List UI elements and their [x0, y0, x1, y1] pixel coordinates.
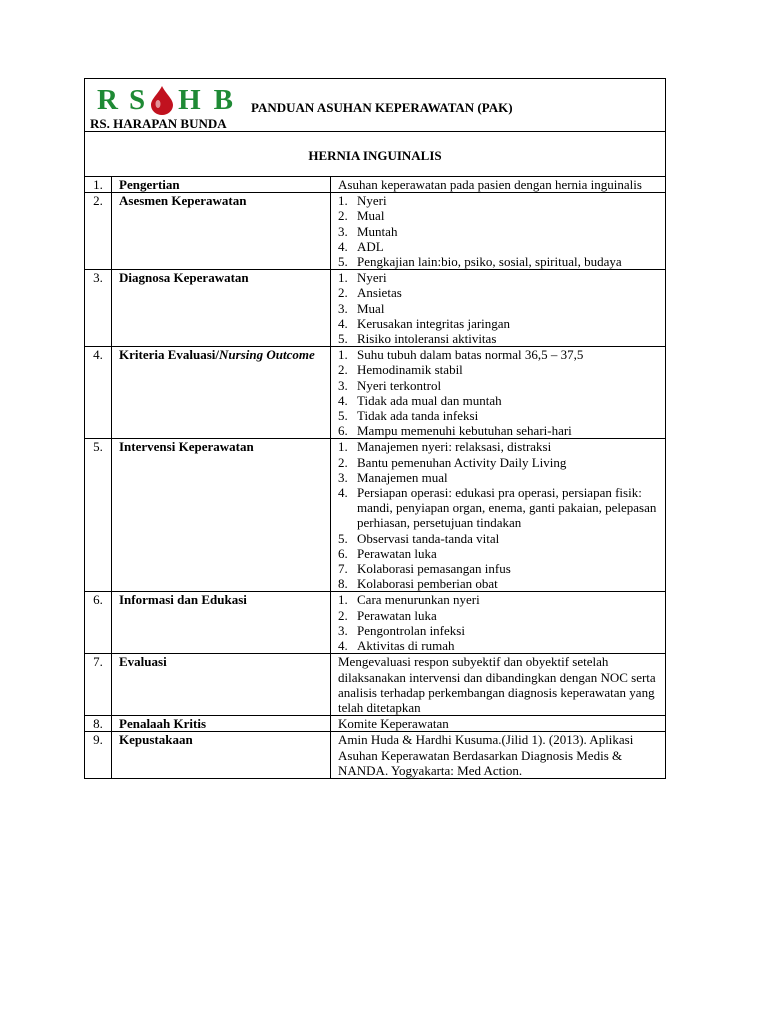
row-label-cell — [112, 716, 331, 732]
list-item — [338, 455, 657, 470]
list-item-number: 4. — [338, 238, 348, 254]
list-item — [338, 531, 657, 546]
list-item — [338, 423, 657, 438]
row-label: Kriteria Evaluasi/ — [119, 347, 220, 363]
list-item-number: 4. — [338, 485, 348, 501]
row-value-cell — [331, 193, 666, 270]
row-number: 9. — [85, 732, 112, 779]
list-item-number: 7. — [338, 561, 348, 577]
list-item — [338, 208, 657, 223]
row-number: 6. — [85, 592, 112, 654]
list-item-text: Perawatan luka — [357, 545, 437, 561]
list-item — [338, 592, 657, 607]
list-item — [338, 576, 657, 591]
row-label-cell — [112, 439, 331, 592]
list-item-number: 4. — [338, 638, 348, 654]
list-item-text: Mual — [357, 208, 385, 224]
row-number: 7. — [85, 654, 112, 716]
list-item-number: 2. — [338, 362, 348, 378]
list-item-text: Nyeri — [357, 270, 387, 286]
row-label: Penalaah Kritis — [119, 716, 207, 732]
title-row — [85, 132, 666, 177]
list-item-text: Tidak ada tanda infeksi — [357, 408, 479, 424]
list-item-number: 3. — [338, 300, 348, 316]
row-value-cell — [331, 439, 666, 592]
list-item-number: 6. — [338, 423, 348, 439]
numbered-list — [338, 193, 657, 269]
table-row — [85, 270, 666, 347]
row-number: 3. — [85, 270, 112, 347]
list-item — [338, 623, 657, 638]
list-item-number: 5. — [338, 331, 348, 347]
row-number: 4. — [85, 347, 112, 439]
list-item-number: 2. — [338, 454, 348, 470]
list-item-text: Muntah — [357, 223, 398, 239]
title-cell — [85, 132, 666, 177]
list-item — [338, 378, 657, 393]
numbered-list — [338, 592, 657, 653]
row-label: Asesmen Keperawatan — [119, 193, 247, 209]
row-value-text: Asuhan keperawatan pada pasien dengan hernia inguinalis — [338, 177, 642, 192]
list-item-number: 8. — [338, 576, 348, 592]
header-cell — [85, 79, 666, 132]
list-item — [338, 408, 657, 423]
logo-letter-b: B — [213, 84, 234, 116]
table-row — [85, 654, 666, 716]
list-item-text: Manajemen mual — [357, 469, 448, 485]
list-item-text: Hemodinamik stabil — [357, 362, 463, 378]
list-item-text: Manajemen nyeri: relaksasi, distraksi — [357, 439, 552, 455]
list-item-text: Mampu memenuhi kebutuhan sehari-hari — [357, 423, 572, 439]
list-item — [338, 347, 657, 362]
list-item-text: Cara menurunkan nyeri — [357, 592, 480, 608]
row-value-cell — [331, 716, 666, 732]
row-value-text: Amin Huda & Hardhi Kusuma.(Jilid 1). (2013). Aplikasi Asuhan Keperawatan Berdasarkan Diagnosis Medis & NANDA. Yogyakarta: Med Action. — [338, 732, 634, 778]
row-number: 8. — [85, 716, 112, 732]
list-item-text: Nyeri terkontrol — [357, 377, 442, 393]
list-item-text: Perawatan luka — [357, 607, 437, 623]
row-number: 2. — [85, 193, 112, 270]
list-item-number: 3. — [338, 622, 348, 638]
list-item-number: 1. — [338, 592, 348, 608]
document — [84, 78, 666, 779]
row-label: Diagnosa Keperawatan — [119, 270, 249, 286]
list-item — [338, 439, 657, 454]
document-title: HERNIA INGUINALIS — [308, 148, 442, 163]
list-item-text: Pengkajian lain:bio, psiko, sosial, spiritual, budaya — [357, 254, 622, 270]
list-item — [338, 470, 657, 485]
row-label: Evaluasi — [119, 654, 167, 670]
list-item-text: Persiapan operasi: edukasi pra operasi, persiapan fisik: mandi, penyiapan organ, enema, ganti pakaian, pelepasan perhiasan, persetujuan tindakan — [357, 485, 657, 531]
row-value-cell — [331, 347, 666, 439]
list-item-number: 5. — [338, 254, 348, 270]
table-row — [85, 347, 666, 439]
list-item — [338, 608, 657, 623]
row-label: Informasi dan Edukasi — [119, 592, 247, 608]
logo-letter-r: R — [97, 84, 119, 116]
list-item — [338, 362, 657, 377]
list-item-number: 1. — [338, 347, 348, 363]
row-label-cell — [112, 347, 331, 439]
list-item — [338, 638, 657, 653]
list-item — [338, 270, 657, 285]
list-item — [338, 316, 657, 331]
row-label: Pengertian — [119, 177, 180, 192]
table-row — [85, 439, 666, 592]
list-item-number: 2. — [338, 607, 348, 623]
row-label-cell — [112, 193, 331, 270]
list-item-text: Aktivitas di rumah — [357, 638, 455, 654]
table-row — [85, 193, 666, 270]
list-item-text: Kerusakan integritas jaringan — [357, 315, 511, 331]
numbered-list — [338, 439, 657, 591]
list-item-text: ADL — [357, 238, 384, 254]
header-row — [85, 79, 666, 132]
list-item-text: Risiko intoleransi aktivitas — [357, 331, 497, 347]
logo-letter-s: S — [128, 84, 147, 116]
list-item-text: Tidak ada mual dan muntah — [357, 392, 502, 408]
row-value-cell — [331, 732, 666, 779]
list-item — [338, 224, 657, 239]
list-item-text: Kolaborasi pemberian obat — [357, 576, 498, 592]
hospital-logo — [97, 85, 234, 115]
list-item-number: 3. — [338, 223, 348, 239]
row-label: Intervensi Keperawatan — [119, 439, 254, 455]
list-item-text: Ansietas — [357, 285, 402, 301]
row-label-cell — [112, 592, 331, 654]
list-item — [338, 393, 657, 408]
list-item-text: Pengontrolan infeksi — [357, 622, 465, 638]
list-item-number: 6. — [338, 545, 348, 561]
logo-letter-h: H — [178, 84, 202, 116]
list-item — [338, 546, 657, 561]
row-value-cell — [331, 654, 666, 716]
list-item-number: 1. — [338, 270, 348, 286]
row-value-cell — [331, 270, 666, 347]
row-label-cell — [112, 654, 331, 716]
numbered-list — [338, 347, 657, 438]
row-label-italic: Nursing Outcome — [219, 347, 315, 363]
list-item — [338, 561, 657, 576]
list-item-number: 4. — [338, 315, 348, 331]
list-item-number: 2. — [338, 285, 348, 301]
list-item-text: Suhu tubuh dalam batas normal 36,5 – 37,5 — [357, 347, 584, 363]
list-item-number: 1. — [338, 439, 348, 455]
row-value-cell — [331, 592, 666, 654]
list-item-number: 4. — [338, 392, 348, 408]
list-item-text: Mual — [357, 300, 385, 316]
numbered-list — [338, 270, 657, 346]
table-row — [85, 592, 666, 654]
list-item-text: Observasi tanda-tanda vital — [357, 530, 500, 546]
table-row — [85, 177, 666, 193]
row-label-cell — [112, 177, 331, 193]
list-item-text: Kolaborasi pemasangan infus — [357, 561, 511, 577]
list-item-number: 1. — [338, 193, 348, 209]
list-item — [338, 239, 657, 254]
list-item-number: 3. — [338, 377, 348, 393]
pak-table — [84, 78, 666, 779]
row-number: 5. — [85, 439, 112, 592]
hospital-name: RS. HARAPAN BUNDA — [90, 116, 227, 131]
list-item-number: 2. — [338, 208, 348, 224]
list-item-text: Bantu pemenuhan Activity Daily Living — [357, 454, 567, 470]
list-item — [338, 331, 657, 346]
row-label-cell — [112, 270, 331, 347]
list-item — [338, 301, 657, 316]
row-value-text: Mengevaluasi respon subyektif dan obyektif setelah dilaksanakan intervensi dan dibandingkan dengan NOC serta analisis terhadap perkembangan diagnosis keperawatan yang telah ditetapkan — [338, 654, 656, 715]
row-label-cell — [112, 732, 331, 779]
list-item — [338, 193, 657, 208]
list-item — [338, 254, 657, 269]
table-row — [85, 732, 666, 779]
row-label: Kepustakaan — [119, 732, 193, 748]
list-item — [338, 285, 657, 300]
list-item-number: 3. — [338, 469, 348, 485]
row-value-cell — [331, 177, 666, 193]
list-item-number: 5. — [338, 408, 348, 424]
list-item — [338, 485, 657, 531]
row-value-text: Komite Keperawatan — [338, 716, 449, 732]
list-item-number: 5. — [338, 530, 348, 546]
guide-title: PANDUAN ASUHAN KEPERAWATAN (PAK) — [251, 100, 513, 115]
table-row — [85, 716, 666, 732]
blood-drop-icon — [147, 85, 177, 115]
row-number: 1. — [85, 177, 112, 193]
list-item-text: Nyeri — [357, 193, 387, 209]
